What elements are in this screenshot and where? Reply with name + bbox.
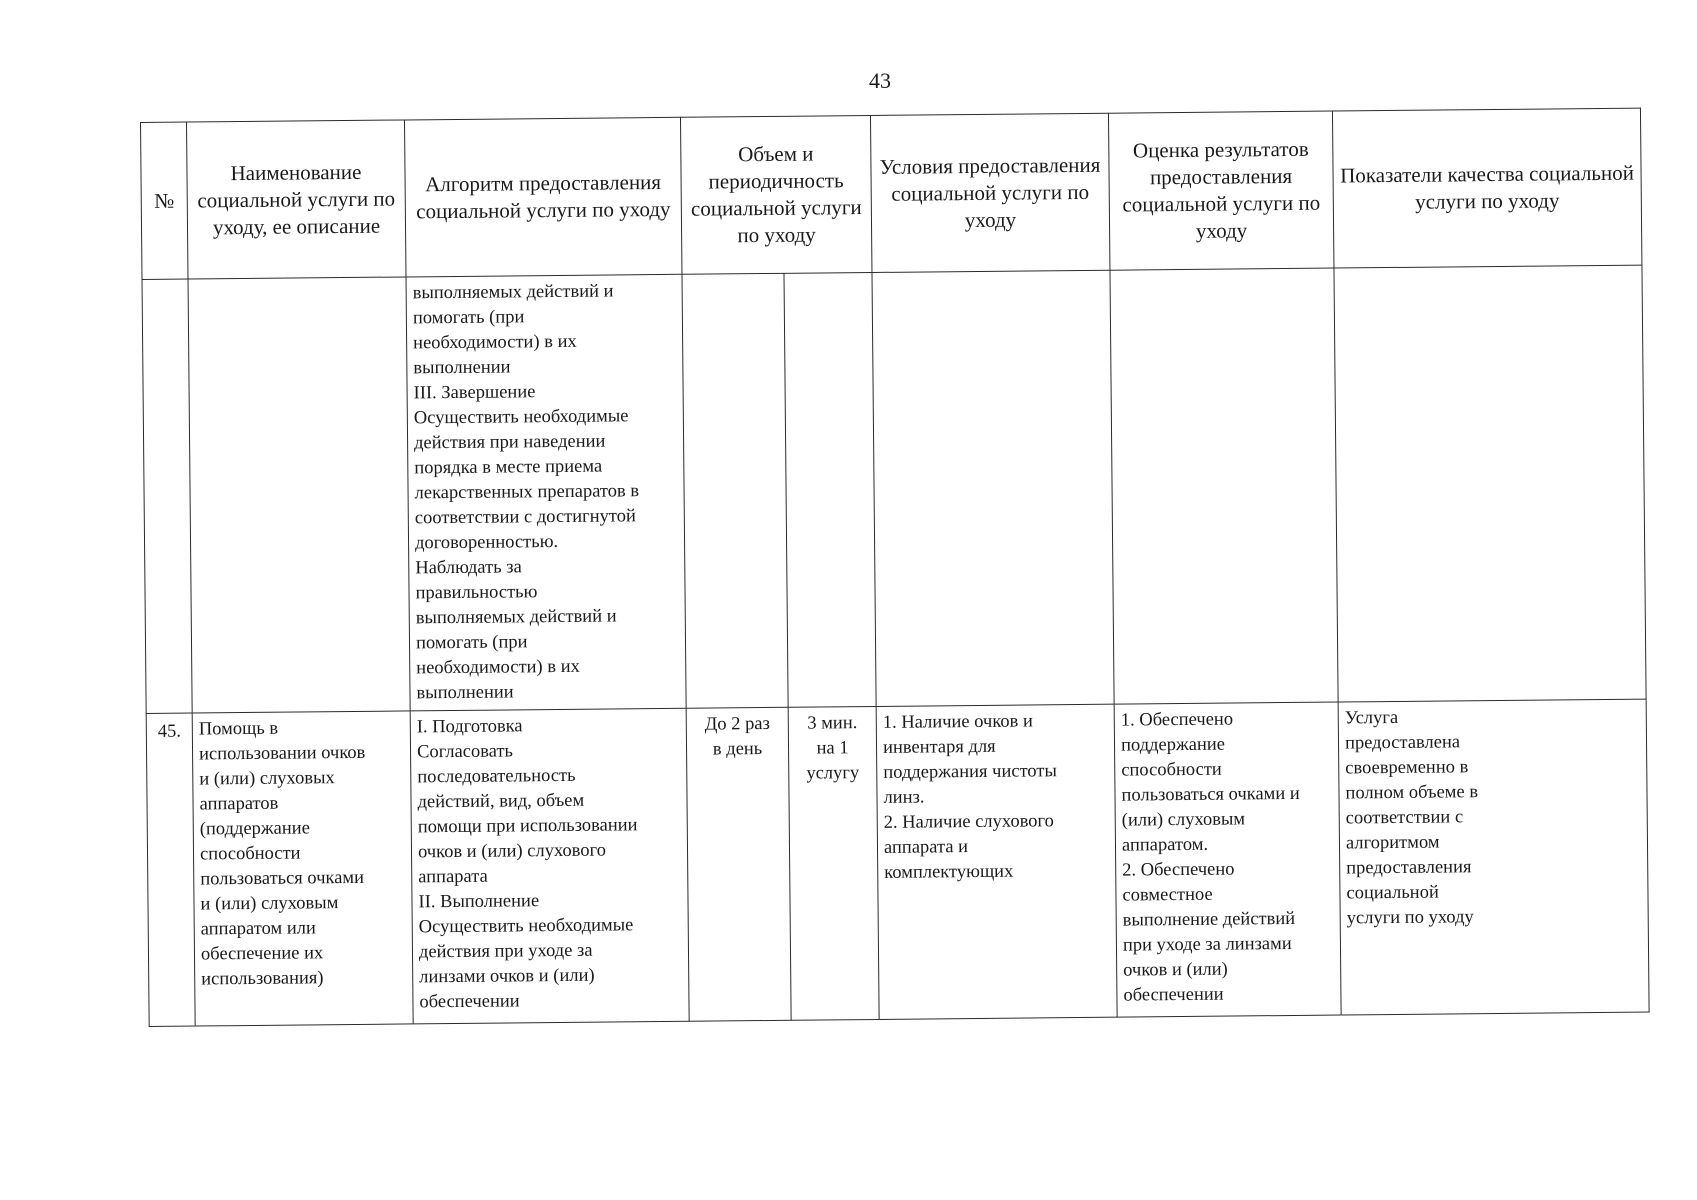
header-algorithm: Алгоритм предоставления социальной услуги по уходу: [404, 117, 681, 277]
cell-evaluation: 1. Обеспечено поддержание способности пользоваться очками и (или) слуховым аппаратом. 2. Обеспечено совместное выполнение действий при уходе за линзами очков и (или) обеспечении: [1114, 702, 1341, 1017]
header-service-name: Наименование социальной услуги по уходу, ее описание: [187, 120, 406, 279]
header-volume-frequency: Объем и периодичность социальной услуги по уходу: [680, 115, 871, 274]
cell-service-name: Помощь в использовании очков и (или) слуховых аппаратов (поддержание способности пользоваться очками и (или) слуховым аппаратом или обеспечение их использования): [192, 711, 413, 1026]
cell-quality-empty: [1334, 265, 1646, 702]
cell-duration-empty: [784, 272, 876, 707]
cell-algorithm-continuation: выполняемых действий и помогать (при необходимости) в их выполнении III. Завершение Осуществить необходимые действия при наведении порядка в месте приема лекарственных препаратов в соответствии с достигнутой договоренностью. Наблюдать за правильностью выполняемых действий и помогать (при необходимости) в их выполнении: [406, 274, 686, 711]
cell-algorithm: I. Подготовка Согласовать последовательность действий, вид, объем помощи при использовании очков и (или) слухового аппарата II. Выполнение Осуществить необходимые действия при уходе за линзами очков и (или) обеспечении: [410, 708, 689, 1024]
cell-duration: 3 мин. на 1 услугу: [788, 706, 879, 1020]
cell-quality: Услуга предоставлена своевременно в полном объеме в соответствии с алгоритмом предоставления социальной услуги по уходу: [1338, 699, 1649, 1015]
header-conditions: Условия предоставления социальной услуги по уходу: [870, 113, 1109, 272]
services-table-wrapper: [140, 108, 1650, 1027]
cell-conditions: 1. Наличие очков и инвентаря для поддержания чистоты линз. 2. Наличие слухового аппарата и комплектующих: [876, 704, 1117, 1019]
cell-frequency-empty: [682, 273, 788, 708]
cell-frequency: До 2 раз в день: [686, 707, 791, 1021]
table-header-row: [141, 108, 1642, 279]
table-row-continuation: [142, 265, 1646, 713]
cell-evaluation-empty: [1110, 268, 1338, 704]
cell-row-number: 45.: [146, 713, 195, 1026]
page-number: 43: [869, 68, 891, 93]
cell-num-empty: [142, 279, 192, 713]
header-quality: Показатели качества социальной услуги по уходу: [1332, 108, 1641, 268]
header-num: №: [141, 122, 189, 279]
cell-conditions-empty: [872, 270, 1114, 706]
header-evaluation: Оценка результатов предоставления социальной услуги по уходу: [1108, 111, 1333, 270]
cell-name-empty: [188, 277, 410, 713]
services-table: [140, 108, 1650, 1027]
table-row-45: [146, 699, 1649, 1026]
